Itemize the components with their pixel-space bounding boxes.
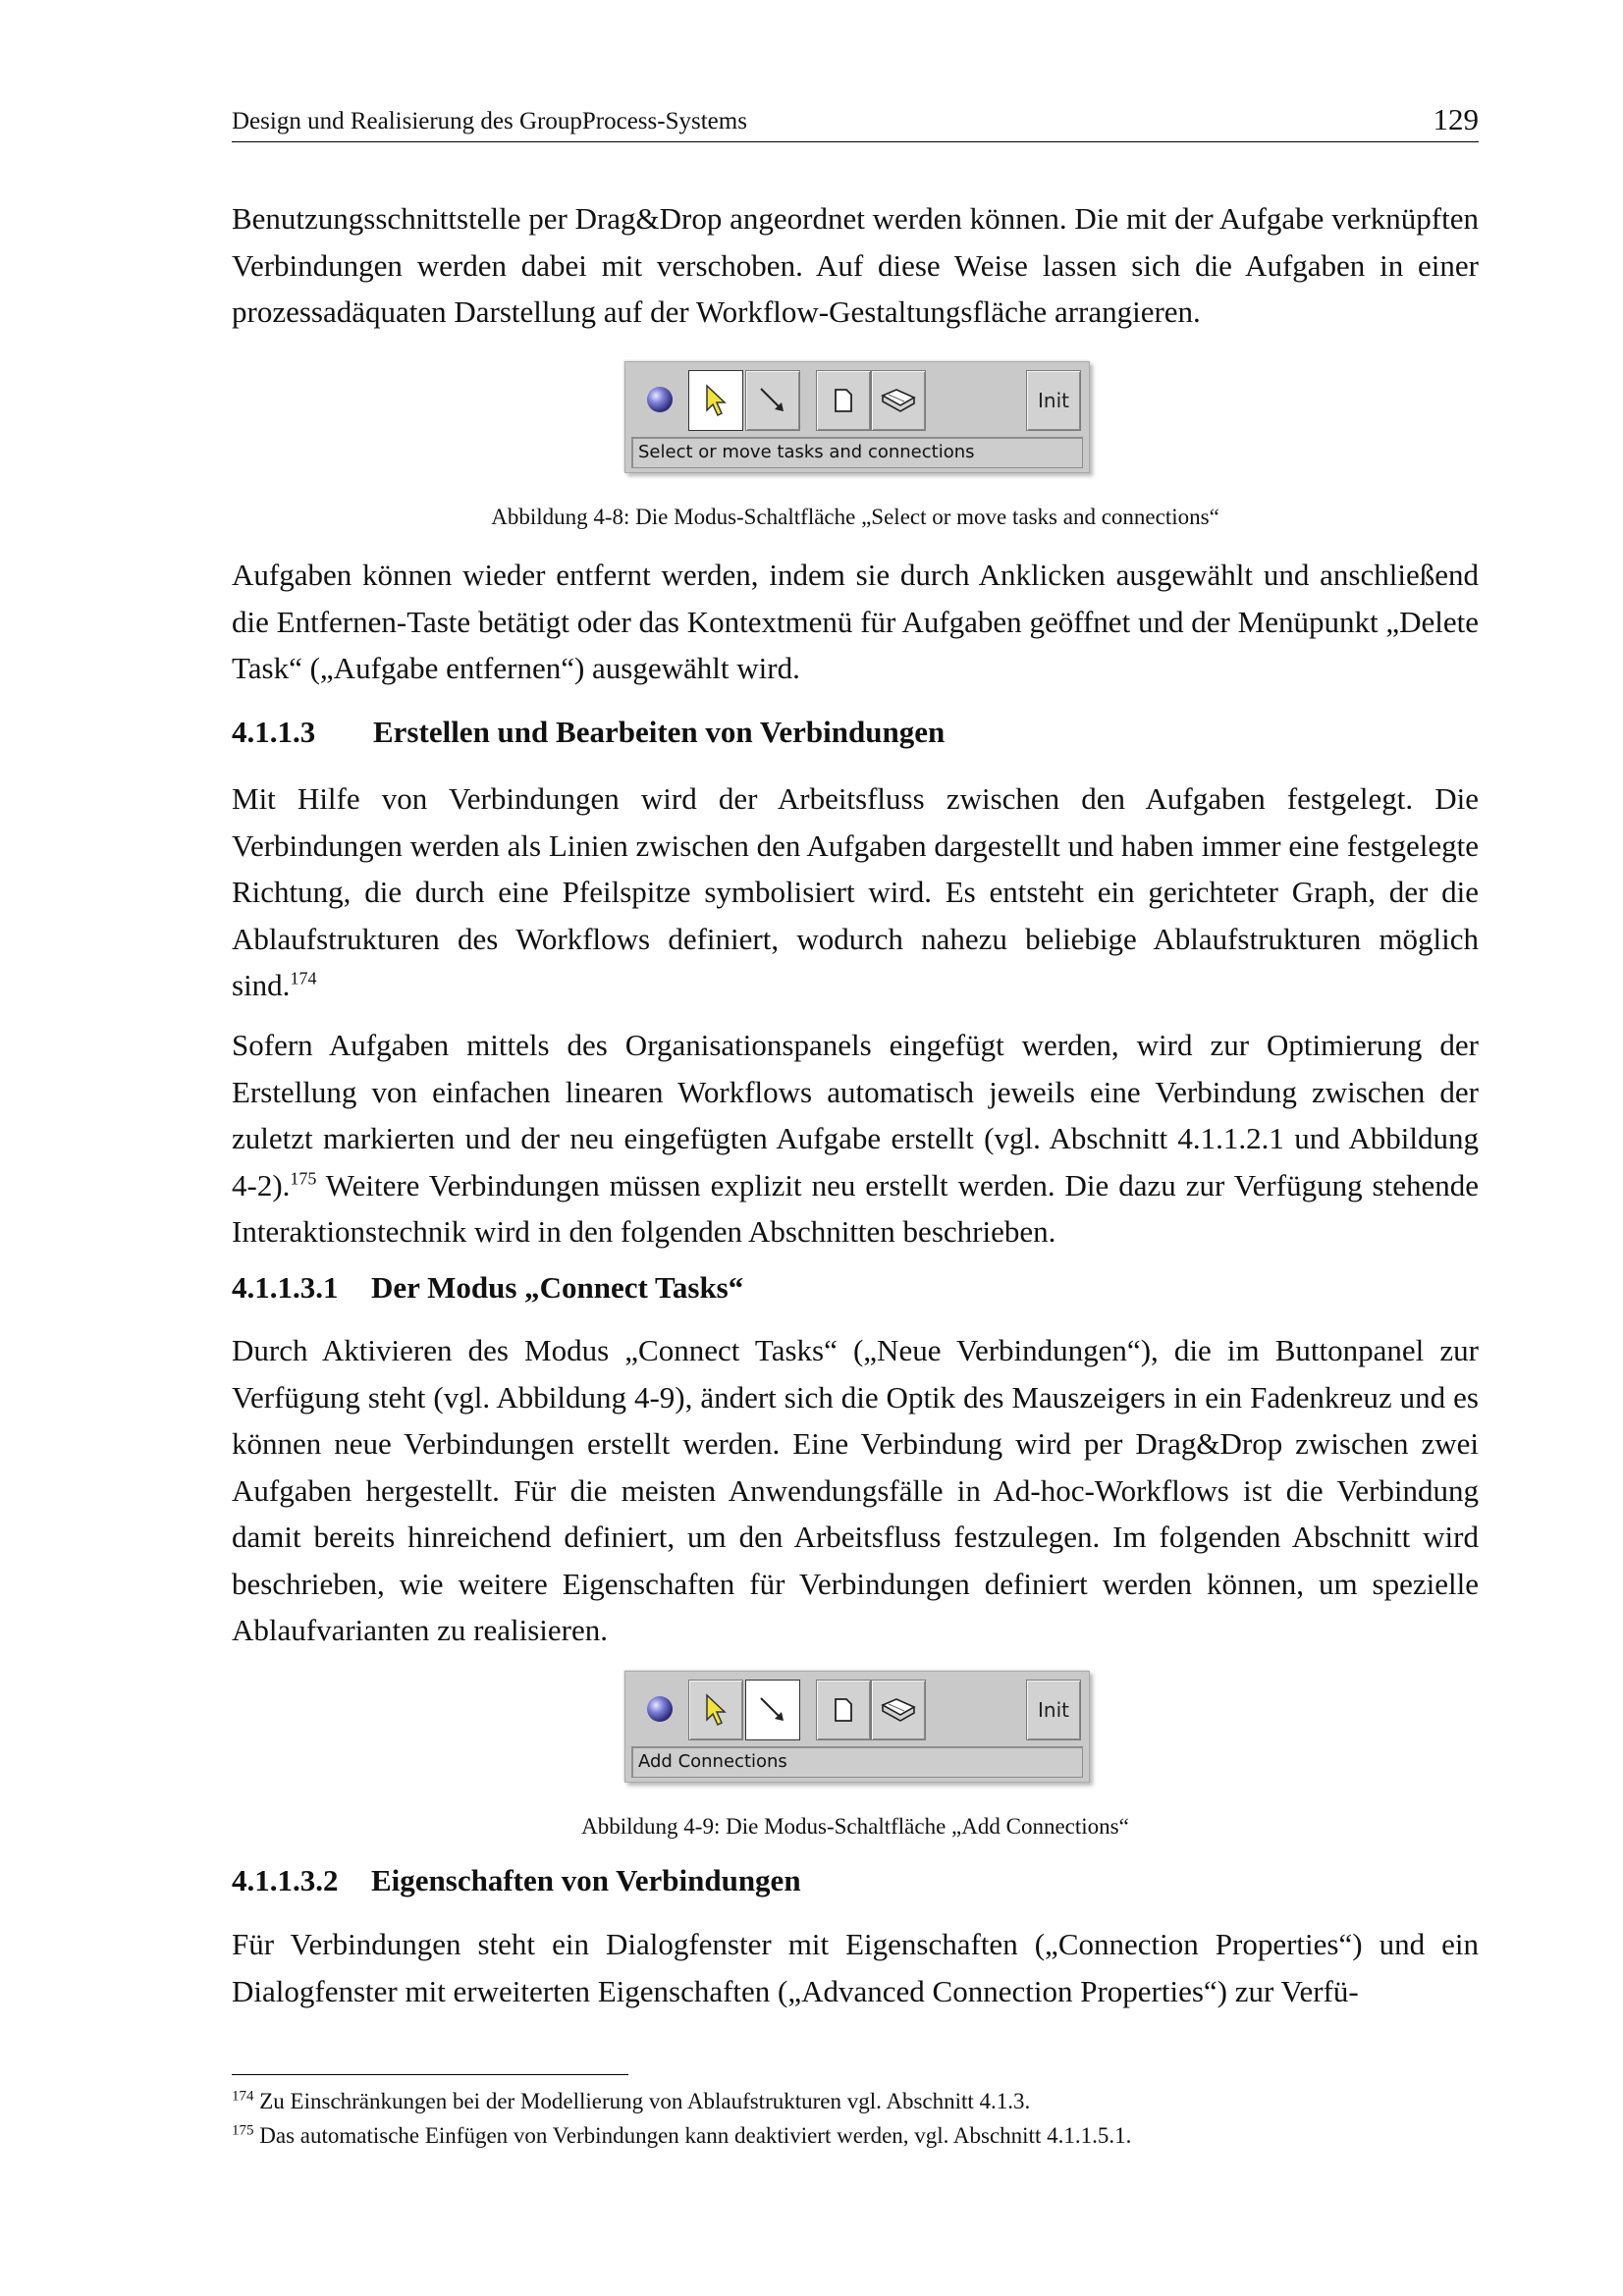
page-number: 129 (1433, 102, 1479, 136)
toolbar (633, 370, 1081, 433)
header-title: Design und Realisierung des GroupProcess-Systems (232, 108, 747, 134)
paragraph-3-text: Mit Hilfe von Verbindungen wird der Arbeitsfluss zwischen den Aufgaben festgelegt. Die Verbindungen werden als Linien zwischen den Aufgaben dargestellt und haben immer eine festgelegte Richtung, die durch eine Pfeilspitze symbolisiert wird. Es entsteht ein gerichteter Graph, der die Ablaufstrukturen des Workflows definiert, wodurch nahezu beliebige Ablaufstrukturen möglich sind. (232, 781, 1480, 1002)
connect-arrow-button[interactable] (745, 370, 800, 431)
sphere-icon[interactable] (633, 1680, 686, 1738)
toolbar (633, 1680, 1081, 1742)
section-heading-4-1-1-3-2 (232, 1863, 801, 1898)
footnote-ref-175[interactable]: 175 (290, 1168, 317, 1189)
heading-text: Erstellen und Bearbeiten von Verbindungen (373, 715, 946, 749)
open-book-button[interactable] (871, 1680, 926, 1740)
footnote-174 (232, 2089, 1030, 2114)
footnote-text: Zu Einschränkungen bei der Modellierung von Ablaufstrukturen vgl. Abschnitt 4.1.3. (253, 2089, 1031, 2113)
running-header (232, 98, 1479, 142)
figure-caption-4-9: Abbildung 4-9: Die Modus-Schaltfläche „Add Connections“ (581, 1814, 1129, 1839)
init-button[interactable]: Init (1026, 370, 1081, 431)
figure-caption-4-8: Abbildung 4-8: Die Modus-Schaltfläche „Select or move tasks and connections“ (491, 505, 1219, 529)
footnote-ref-174[interactable]: 174 (290, 968, 317, 988)
paragraph-2: Aufgaben können wieder entfernt werden, indem sie durch Anklicken ausgewählt und anschließend die Entfernen-Taste betätigt oder das Kontextmenü für Aufgaben geöffnet und der Menüpunkt „Delete Task“ („Aufgabe entfernen“) ausgewählt wird. (232, 558, 1479, 685)
heading-text: Eigenschaften von Verbindungen (371, 1863, 801, 1897)
document-icon (832, 1696, 855, 1724)
paragraph-4 (232, 1022, 1479, 1255)
paragraph-6: Für Verbindungen steht ein Dialogfenster mit Eigenschaften („Connection Properties“) und ein Dialogfenster mit erweiterten Eigenschaften („Advanced Connection Properties“) zur Verfü- (232, 1927, 1479, 2008)
select-pointer-button[interactable] (688, 1680, 743, 1740)
heading-number: 4.1.1.3 (232, 715, 316, 749)
sphere-icon[interactable] (633, 370, 686, 429)
book-icon (879, 386, 918, 415)
mode-button-panel-select (624, 361, 1090, 473)
connect-arrow-button[interactable] (745, 1680, 800, 1740)
section-heading-4-1-1-3-1 (232, 1270, 743, 1306)
document-icon (832, 387, 855, 414)
open-book-button[interactable] (871, 370, 926, 431)
init-button[interactable]: Init (1026, 1680, 1081, 1740)
select-pointer-button[interactable] (688, 370, 743, 431)
heading-text: Der Modus „Connect Tasks“ (371, 1270, 744, 1305)
mode-button-panel-connect (624, 1671, 1090, 1783)
footnote-separator (232, 2074, 628, 2075)
status-bar: Add Connections (631, 1746, 1083, 1778)
paragraph-5: Durch Aktivieren des Modus „Connect Tasks“ („Neue Verbindungen“), die im Buttonpanel zur Verfügung steht (vgl. Abbildung 4-9), ändert sich die Optik des Mauszeigers in ein Fadenkreuz und es können neue Verbindungen erstellt werden. Eine Verbindung wird per Drag&Drop zwischen zwei Aufgaben hergestellt. Für die meisten Anwendungsfälle in Ad-hoc-Workflows ist die Verbindung damit bereits hinreichend definiert, um den Arbeitsfluss festzulegen. Im folgenden Abschnitt wird beschrieben, wie weitere Eigenschaften für Verbindungen definiert werden können, um spezielle Ablaufvarianten zu realisieren. (232, 1333, 1479, 1647)
new-document-button[interactable] (816, 370, 871, 431)
paragraph-4-text-b: Weitere Verbindungen müssen explizit neu erstellt werden. Die dazu zur Verfügung stehende Interaktionstechnik wird in den folgenden Abschnitten beschrieben. (232, 1167, 1479, 1249)
new-document-button[interactable] (816, 1680, 871, 1740)
paragraph-4-text-a: Sofern Aufgaben mittels des Organisationspanels eingefügt werden, wird zur Optimierung der Erstellung von einfachen linearen Workflows automatisch jeweils eine Verbindung zwischen der zuletzt markierten und der neu eingefügten Aufgabe erstellt (vgl. Abschnitt 4.1.1.2.1 und Abbildung 4-2). (232, 1028, 1479, 1202)
section-heading-4-1-1-3 (232, 715, 945, 750)
paragraph-3 (232, 775, 1479, 1009)
heading-number: 4.1.1.3.1 (232, 1270, 339, 1305)
footnote-number: 175 (232, 2122, 254, 2139)
diagonal-arrow-icon (756, 384, 789, 417)
diagonal-arrow-icon (756, 1693, 789, 1727)
footnote-175 (232, 2123, 1131, 2149)
footnote-number: 174 (232, 2088, 254, 2105)
paragraph-1: Benutzungsschnittstelle per Drag&Drop angeordnet werden können. Die mit der Aufgabe verknüpften Verbindungen werden dabei mit verschoben. Auf diese Weise lassen sich die Aufgaben in einer prozessadäquaten Darstellung auf der Workflow-Gestaltungsfläche arrangieren. (232, 201, 1479, 329)
heading-number: 4.1.1.3.2 (232, 1863, 339, 1897)
yellow-arrow-pointer-icon (701, 1692, 730, 1728)
footnote-text: Das automatische Einfügen von Verbindungen kann deaktiviert werden, vgl. Abschnitt 4.1.1.5.1. (253, 2123, 1132, 2148)
yellow-arrow-pointer-icon (701, 383, 730, 418)
status-bar: Select or move tasks and connections (631, 437, 1083, 468)
book-icon (879, 1695, 918, 1725)
